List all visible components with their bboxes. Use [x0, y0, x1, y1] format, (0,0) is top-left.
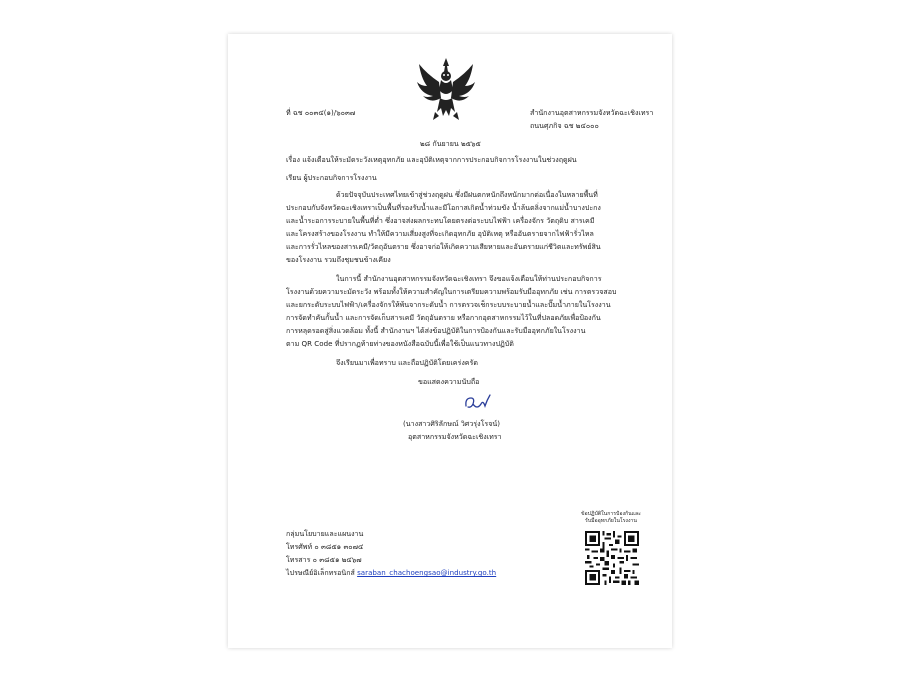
department-name: กลุ่มนโยบายและแผนงาน [286, 529, 364, 538]
document-page [228, 34, 672, 648]
salutation-line: เรียน ผู้ประกอบกิจการโรงงาน [286, 173, 377, 182]
office-address: ถนนศุภกิจ ฉช ๒๔๐๐๐ [530, 121, 599, 130]
signer-title: อุตสาหกรรมจังหวัดฉะเชิงเทรา [408, 432, 502, 441]
garuda-emblem-icon [413, 56, 479, 122]
paragraph-2-line: ในการนี้ สำนักงานอุตสาหกรรมจังหวัดฉะเชิงเทรา จึงขอแจ้งเตือนให้ท่านประกอบกิจการ [336, 274, 602, 283]
paragraph-1-line: ประกอบกับจังหวัดฉะเชิงเทราเป็นพื้นที่รองรับน้ำและมีโอกาสเกิดน้ำท่วมขัง น้ำล้นตลิ่งจากแม่น้ำบางปะกง [286, 203, 601, 212]
paragraph-1-line: ของโรงงาน รวมถึงชุมชนข้างเคียง [286, 255, 391, 264]
qr-caption-line-2: รับมืออุทกภัยในโรงงาน [585, 518, 637, 524]
document-date: ๒๘ กันยายน ๒๕๖๕ [420, 139, 481, 148]
closing-request: จึงเรียนมาเพื่อทราบ และถือปฏิบัติโดยเคร่งครัด [336, 358, 478, 367]
closing-salutation: ขอแสดงความนับถือ [418, 377, 480, 386]
paragraph-2-line: ตาม QR Code ที่ปรากฏท้ายท่างของหนังสือฉบับนี้เพื่อใช้เป็นแนวทางปฏิบัติ [286, 339, 514, 348]
email-label: ไปรษณีย์อิเล็กทรอนิกส์ [286, 568, 355, 577]
qr-caption-line-1: ข้อปฏิบัติในการป้องกันและ [581, 511, 641, 517]
paragraph-2-line: และยกระดับระบบไฟฟ้า/เครื่องจักรให้พ้นจากระดับน้ำ การตรวจเช็กระบบระบายน้ำและปั๊มน้ำภายในโรงงาน [286, 300, 611, 309]
reference-number: ที่ ฉช ๐๐๓๔(๑)/๖๐๓๗ [286, 108, 356, 117]
subject-line: เรื่อง แจ้งเตือนให้ระมัดระวังเหตุอุทกภัย และอุบัติเหตุจากการประกอบกิจการโรงงานในช่วงฤดูฝน [286, 155, 577, 164]
paragraph-1-line: และน้ำระอการระบายในพื้นที่ต่ำ ซึ่งอาจส่งผลกระทบโดยตรงต่อระบบไฟฟ้า เครื่องจักร วัตถุดิบ สารเคมี [286, 216, 595, 225]
paragraph-2-line: การจัดทำคันกั้นน้ำ และการจัดเก็บสารเคมี วัตถุอันตราย หรือกากอุตสาหกรรมไว้ในที่ปลอดภัยเพื่อป้องกัน [286, 313, 601, 322]
paragraph-2-line: โรงงานด้วยความระมัดระวัง พร้อมทั้งให้ความสำคัญในการเตรียมความพร้อมรับมืออุทกภัย เช่น การตรวจสอบ [286, 287, 617, 296]
signer-name: (นางสาวศิริลักษณ์ วิศวรุ่งโรจน์) [403, 419, 500, 428]
paragraph-1-line: และการรั่วไหลของสารเคมี/วัตถุอันตราย ซึ่งอาจก่อให้เกิดความเสียหายและอันตรายแก่ชีวิตและทรัพย์สิน [286, 242, 601, 251]
phone-number: โทรศัพท์ ๐ ๓๘๕๑ ๓๐๗๔ [286, 542, 364, 551]
office-name: สำนักงานอุตสาหกรรมจังหวัดฉะเชิงเทรา [530, 108, 654, 117]
signature-icon [463, 392, 493, 414]
paragraph-2-line: การหลุดรอดสู่สิ่งแวดล้อม ทั้งนี้ สำนักงานฯ ได้ส่งข้อปฏิบัติในการป้องกันและรับมืออุทกภัยในโรงงาน [286, 326, 586, 335]
email-link[interactable]: saraban_chachoengsao@industry.go.th [357, 568, 497, 577]
fax-number: โทรสาร ๐ ๓๘๕๑ ๒๔๖๗ [286, 555, 362, 564]
paragraph-1-line: ด้วยปัจจุบันประเทศไทยเข้าสู่ช่วงฤดูฝน ซึ่งมีฝนตกหนักถึงหนักมากต่อเนื่องในหลายพื้นที่ [336, 190, 598, 199]
paragraph-1-line: และโครงสร้างของโรงงาน ทำให้มีความเสี่ยงสูงที่จะเกิดอุทกภัย อุบัติเหตุ หรืออันตรายจากไฟฟ้ารั่วไหล [286, 229, 594, 238]
email-row [286, 568, 496, 577]
qr-code-icon[interactable] [585, 531, 639, 585]
